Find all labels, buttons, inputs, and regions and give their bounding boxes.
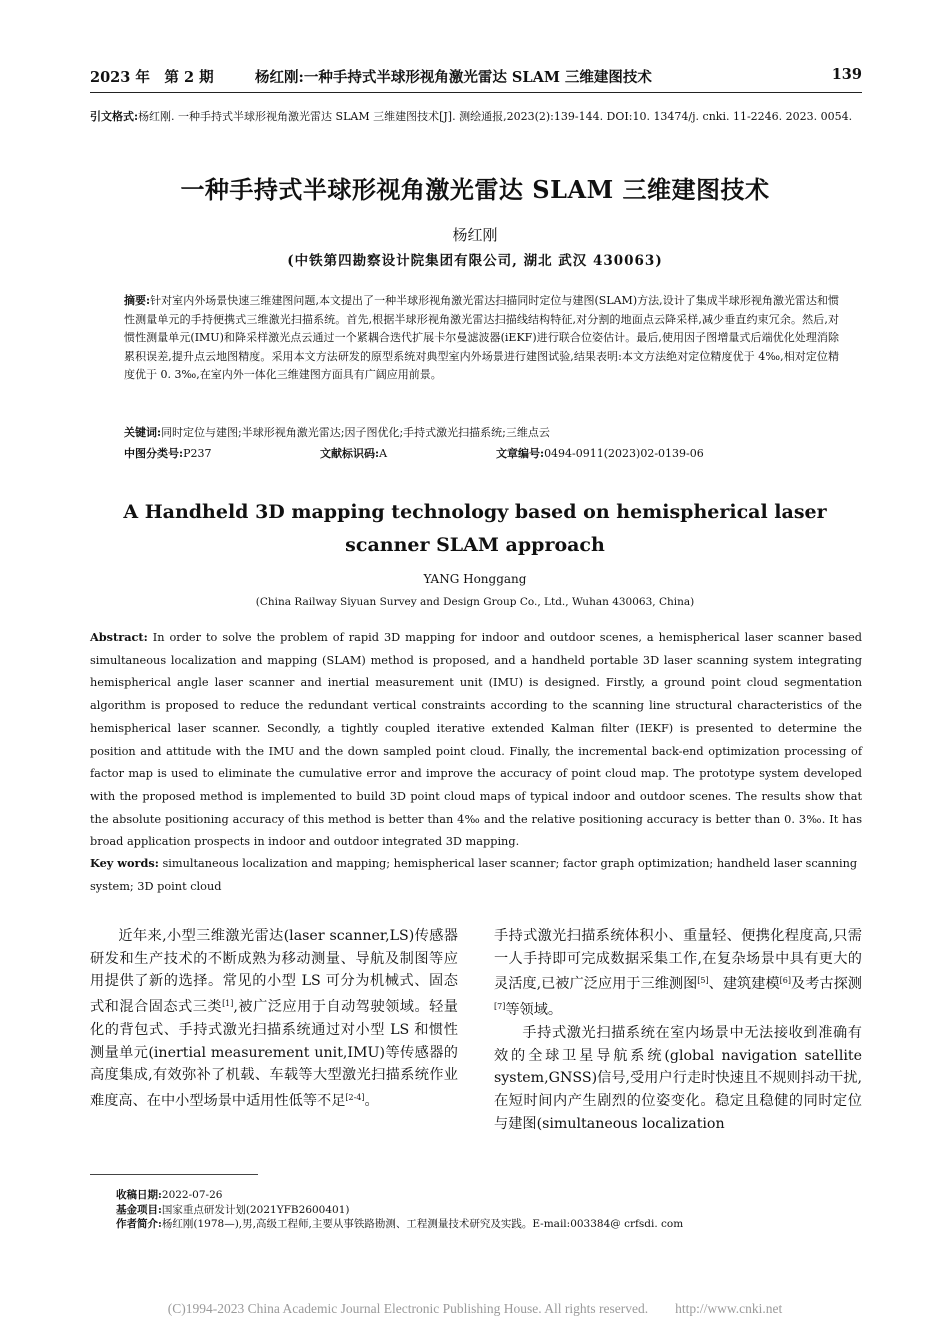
- english-title-line1: A Handheld 3D mapping technology based on hemispherical laser: [123, 501, 827, 523]
- affiliation: (中铁第四勘察设计院集团有限公司, 湖北 武汉 430063): [287, 253, 663, 269]
- keywords-text: 同时定位与建图;半球形视角激光雷达;因子图优化;手持式激光扫描系统;三维点云: [161, 426, 550, 439]
- clc-label: 中图分类号:: [124, 447, 184, 460]
- body-paragraph: 手持式激光扫描系统在室内场景中无法接收到准确有效的全球卫星导航系统(global navigation satellite system,GNSS)信号,受用户行走时快速且不规则抖动干扰,在短时间内产生剧烈的位姿变化。稳定且稳健的同时定位与建图(simultaneous localization: [494, 1024, 862, 1132]
- abstract-text: 针对室内外场景快速三维建图问题,本文提出了一种半球形视角激光雷达扫描同时定位与建图(SLAM)方法,设计了集成半球形视角激光雷达和惯性测量单元的手持便携式三维激光扫描系统。首先,根据半球形视角激光雷达扫描线结构特征,对分割的地面点云降采样,减少垂直约束冗余。然后,对惯性测量单元(IMU)和降采样激光点云通过一个紧耦合迭代扩展卡尔曼滤波器(iEKF)进行联合位姿估计。最后,使用因子图增量式后端优化处理消除累积误差,提升点云地图精度。采用本文方法研发的原型系统对典型室内外场景进行建图试验,结果表明:本文方法绝对定位精度优于 4‰,相对定位精度优于 0. 3‰,在室内外一体化三维建图方面具有广阔应用前景。: [124, 294, 839, 382]
- article-number-label: 文章编号:: [496, 447, 545, 460]
- abstract-label: 摘要:: [124, 294, 151, 307]
- citation-label: 引文格式:: [90, 110, 139, 123]
- body-paragraph: 手持式激光扫描系统体积小、重量轻、便携化程度高,只需一人手持即可完成数据采集工作,在复杂场景中具有更大的灵活度,已被广泛应用于三维测图[5]、建筑建模[6]及考古探测[7]等领域。: [494, 928, 862, 1019]
- clc-value: P237: [183, 447, 212, 460]
- keywords-en: [90, 852, 862, 898]
- running-title: 杨红刚:一种手持式半球形视角激光雷达 SLAM 三维建图技术: [255, 69, 652, 86]
- abstract-en-text: In order to solve the problem of rapid 3D mapping for indoor and outdoor scenes, a hemispherical laser scanner based simultaneous localization and mapping (SLAM) method is proposed, and a handheld portable 3D laser scanning system integrating hemispherical angle laser scanner and inertial measurement unit (IMU) is designed. Firstly, a ground point cloud segmentation algorithm is proposed to reduce the redundant vertical constraints according to the scanning line structural characteristics of the hemispherical laser scanner. Secondly, a tightly coupled iterative extended Kalman filter (IEKF) is presented to determine the position and attitude with the IMU and the down sampled point cloud. Finally, the incremental back-end optimization processing of factor map is used to eliminate the cumulative error and improve the accuracy of point cloud map. The prototype system developed with the proposed method is implemented to build 3D point cloud maps of typical indoor and outdoor scenes. The results show that the absolute positioning accuracy of this method is better than 4‰ and the relative positioning accuracy is better than 0. 3‰. It has broad application prospects in indoor and outdoor integrated 3D mapping.: [90, 631, 862, 849]
- fund-project: 基金项目:国家重点研发计划(2021YFB2600401): [116, 1203, 350, 1216]
- citation-format: [90, 108, 862, 126]
- citation-ref[interactable]: [7]: [494, 1002, 506, 1012]
- doc-code-value: A: [379, 447, 388, 460]
- english-title: [0, 496, 950, 562]
- keywords-en-text: simultaneous localization and mapping; hemispherical laser scanner; factor graph optimization; handheld laser scanning system; 3D point cloud: [90, 857, 858, 893]
- citation-ref[interactable]: [5]: [697, 976, 709, 986]
- author-bio: 作者简介:杨红刚(1978—),男,高级工程师,主要从事铁路勘测、工程测量技术研究及实践。E-mail:003384@ crfsdi. com: [116, 1218, 684, 1230]
- english-affiliation: (China Railway Siyuan Survey and Design Group Co., Ltd., Wuhan 430063, China): [255, 596, 695, 608]
- article-number-value: 0494-0911(2023)02-0139-06: [544, 447, 704, 460]
- abstract-cn: [124, 292, 839, 385]
- footnotes: [116, 1188, 856, 1232]
- keywords-label: 关键词:: [124, 426, 162, 439]
- citation-ref[interactable]: [1]: [222, 999, 234, 1009]
- citation-ref[interactable]: [2-4]: [345, 1092, 365, 1102]
- body-column-right: [494, 925, 862, 1135]
- copyright-footer: (C)1994-2023 China Academic Journal Electronic Publishing House. All rights reserved. http://www.cnki.net: [167, 1301, 783, 1316]
- keywords-en-label: Key words:: [90, 856, 159, 870]
- abstract-en-label: Abstract:: [90, 630, 148, 644]
- footnote-rule: [90, 1174, 258, 1175]
- author-name: 杨红刚: [452, 226, 498, 244]
- running-header: [90, 66, 862, 88]
- keywords-cn: [124, 424, 839, 440]
- body-column-left: [90, 925, 458, 1113]
- citation-text: 杨红刚. 一种手持式半球形视角激光雷达 SLAM 三维建图技术[J]. 测绘通报,2023(2):139-144. DOI:10. 13474/j. cnki. 11-2246. 2023. 0054.: [138, 110, 853, 123]
- classification-row: [124, 445, 839, 461]
- issue-label: 2023 年 第 2 期: [90, 69, 214, 86]
- page-number: 139: [831, 66, 862, 83]
- citation-ref[interactable]: [6]: [779, 976, 791, 986]
- doc-code-label: 文献标识码:: [320, 447, 380, 460]
- page-title: 一种手持式半球形视角激光雷达 SLAM 三维建图技术: [180, 175, 770, 204]
- header-rule: [90, 92, 862, 93]
- english-author: YANG Honggang: [423, 572, 527, 586]
- received-date: 收稿日期:2022-07-26: [116, 1189, 223, 1201]
- english-title-line2: scanner SLAM approach: [345, 534, 605, 556]
- body-paragraph: 近年来,小型三维激光雷达(laser scanner,LS)传感器研发和生产技术的不断成熟为移动测量、导航及制图等应用提供了新的选择。常见的小型 LS 可分为机械式、固态式和混合固态式三类[1],被广泛应用于自动驾驶领域。轻量化的背包式、手持式激光扫描系统通过对小型 LS 和惯性测量单元(inertial measurement unit,IMU)等传感器的高度集成,有效弥补了机载、车载等大型激光扫描系统作业难度高、在中小型场景中适用性低等不足[2-4]。: [90, 928, 458, 1109]
- abstract-en: [90, 626, 862, 854]
